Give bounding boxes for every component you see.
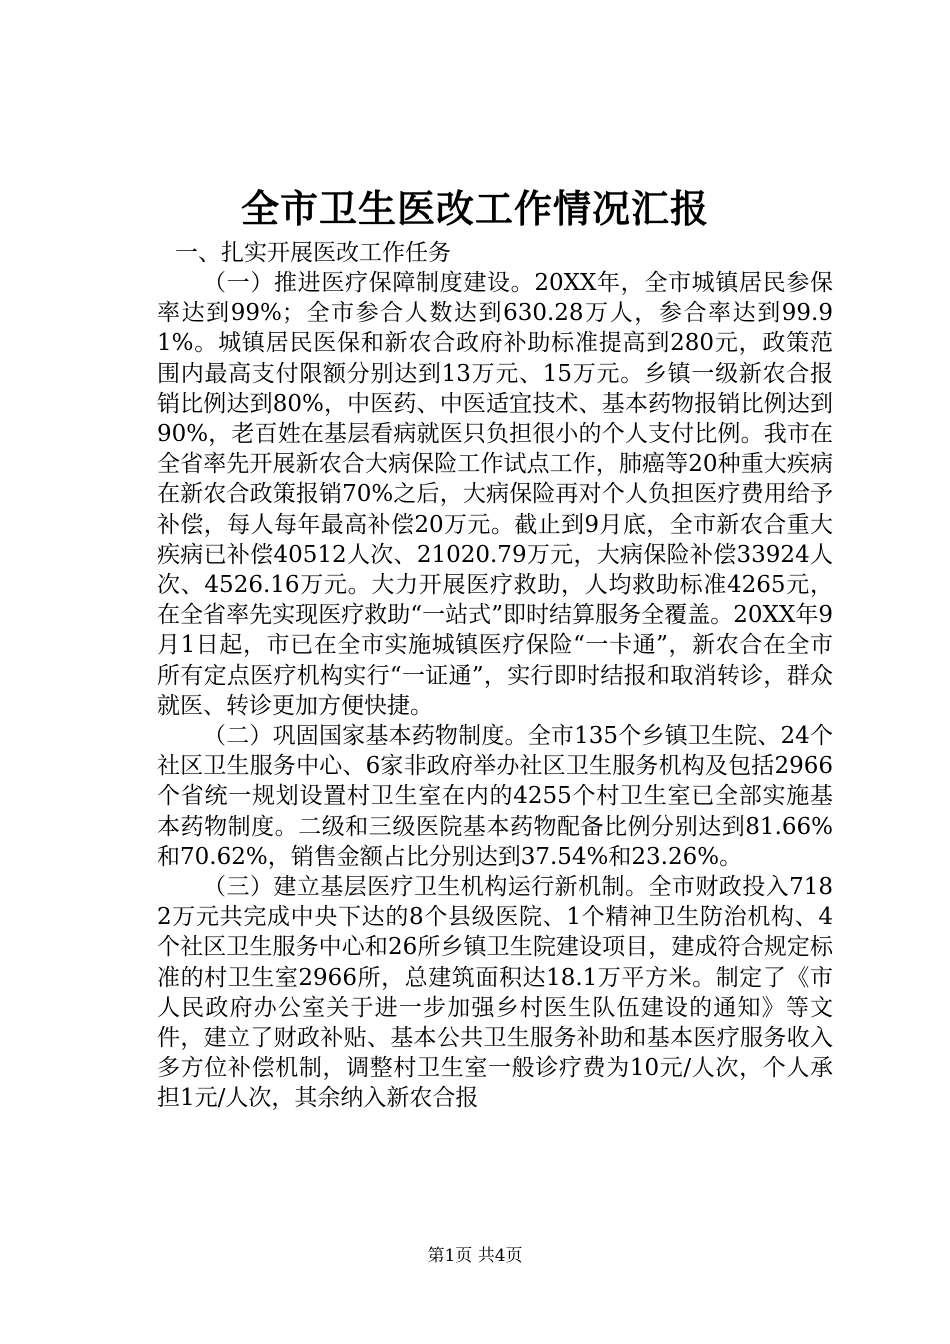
page-footer: 第1页 共4页 <box>427 1246 523 1266</box>
document-body <box>157 238 833 1114</box>
paragraph-essential-drugs: （二）巩固国家基本药物制度。全市135个乡镇卫生院、24个社区卫生服务中心、6家非政府举办社区卫生服务机构及包括2966个省统一规划设置村卫生室在内的4255个村卫生室已全部实施基本药物制度。二级和三级医院基本药物配备比例分别达到81.66%和70.62%，销售金额占比分别达到37.54%和23.26%。 <box>157 723 833 870</box>
paragraph-medical-insurance: （一）推进医疗保障制度建设。20XX年，全市城镇居民参保率达到99%；全市参合人数达到630.28万人，参合率达到99.91%。城镇居民医保和新农合政府补助标准提高到280元，政策范围内最高支付限额分别达到13万元、15万元。乡镇一级新农合报销比例达到80%，中医药、中医适宜技术、基本药物报销比例达到90%，老百姓在基层看病就医只负担很小的个人支付比例。我市在全省率先开展新农合大病保险工作试点工作，肺癌等20种重大疾病在新农合政策报销70%之后，大病保险再对个人负担医疗费用给予补偿，每人每年最高补偿20万元。截止到9月底，全市新农合重大疾病已补偿40512人次、21020.79万元，大病保险补偿33924人次、4526.16万元。大力开展医疗救助，人均救助标准4265元，在全省率先实现医疗救助“一站式”即时结算服务全覆盖。20XX年9月1日起，市已在全市实施城镇医疗保险“一卡通”，新农合在全市所有定点医疗机构实行“一证通”，实行即时结报和取消转诊，群众就医、转诊更加方便快捷。 <box>157 270 833 719</box>
section-heading: 一、扎实开展医改工作任务 <box>175 240 451 266</box>
document-title: 全市卫生医改工作情况汇报 <box>240 186 709 231</box>
paragraph-primary-care-mechanism: （三）建立基层医疗卫生机构运行新机制。全市财政投入7182万元共完成中央下达的8个县级医院、1个精神卫生防治机构、4个社区卫生服务中心和26所乡镇卫生院建设项目，建成符合规定标准的村卫生室2966所，总建筑面积达18.1万平方米。制定了《市人民政府办公室关于进一步加强乡村医生队伍建设的通知》等文件，建立了财政补贴、基本公共卫生服务补助和基本医疗服务收入多方位补偿机制，调整村卫生室一般诊疗费为10元/人次，个人承担1元/人次，其余纳入新农合报 <box>157 874 833 1112</box>
